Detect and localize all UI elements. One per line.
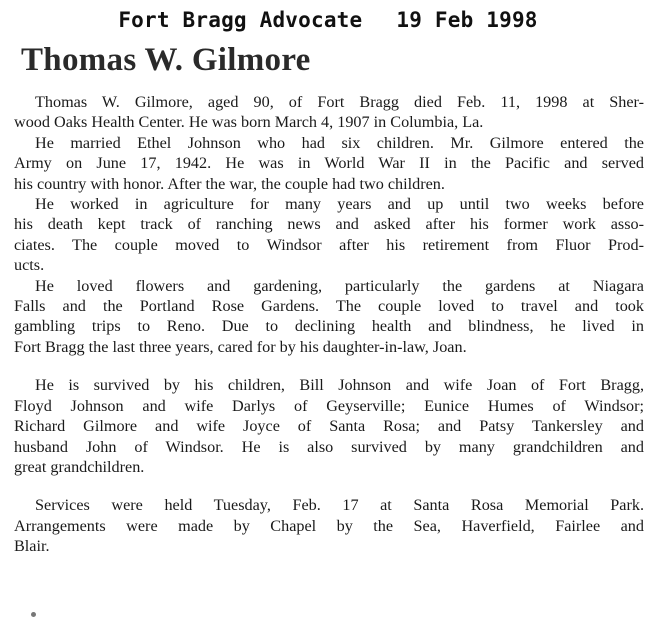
- text-line: wood Oaks Health Center. He was born March 4, 1907 in Columbia, La.: [14, 113, 484, 132]
- paragraph-survivors: [14, 375, 644, 477]
- paragraph-career: [14, 194, 644, 276]
- text-line: Blair.: [14, 537, 50, 556]
- text-line: his death kept track of ranching news and asked after his former work asso-: [14, 215, 644, 234]
- publication-name: Fort Bragg Advocate: [118, 8, 363, 32]
- publication-date: 19 Feb 1998: [396, 8, 538, 32]
- text-line: Thomas W. Gilmore, aged 90, of Fort Bragg died Feb. 11, 1998 at Sher-: [35, 93, 644, 111]
- text-line: Falls and the Portland Rose Gardens. The couple loved to travel and took: [14, 297, 644, 316]
- print-speck: [31, 612, 36, 617]
- text-line: Floyd Johnson and wife Darlys of Geyserville; Eunice Humes of Windsor;: [14, 396, 644, 415]
- text-line: great grandchildren.: [14, 457, 145, 476]
- text-line: Army on June 17, 1942. He was in World War II in the Pacific and served: [14, 154, 644, 173]
- paragraph-marriage-service: [14, 133, 644, 194]
- text-line: Richard Gilmore and wife Joyce of Santa Rosa; and Patsy Tankersley and: [14, 417, 644, 436]
- text-line: He married Ethel Johnson who had six children. Mr. Gilmore entered the: [35, 133, 644, 152]
- text-line: ciates. The couple moved to Windsor after his retirement from Fluor Prod-: [14, 235, 644, 254]
- text-line: Arrangements were made by Chapel by the Sea, Haverfield, Fairlee and: [14, 516, 644, 535]
- masthead: [0, 8, 656, 32]
- text-line: his country with honor. After the war, the couple had two children.: [14, 174, 445, 193]
- text-line: ucts.: [14, 256, 45, 275]
- paragraph-interests: [14, 276, 644, 358]
- text-line: Services were held Tuesday, Feb. 17 at Santa Rosa Memorial Park.: [35, 496, 644, 515]
- obituary-headline: Thomas W. Gilmore: [21, 42, 311, 78]
- text-line: He is survived by his children, Bill Johnson and wife Joan of Fort Bragg,: [35, 376, 644, 395]
- paragraph-death-notice: [14, 92, 644, 133]
- text-line: He loved flowers and gardening, particularly the gardens at Niagara: [35, 276, 644, 295]
- text-line: gambling trips to Reno. Due to declining health and blindness, he lived in: [14, 317, 644, 336]
- obituary-body: [14, 92, 644, 557]
- text-line: Fort Bragg the last three years, cared for by his daughter-in-law, Joan.: [14, 337, 467, 356]
- text-line: husband John of Windsor. He is also survived by many grandchildren and: [14, 437, 644, 456]
- paragraph-services: [14, 495, 644, 556]
- text-line: He worked in agriculture for many years and up until two weeks before: [35, 195, 644, 214]
